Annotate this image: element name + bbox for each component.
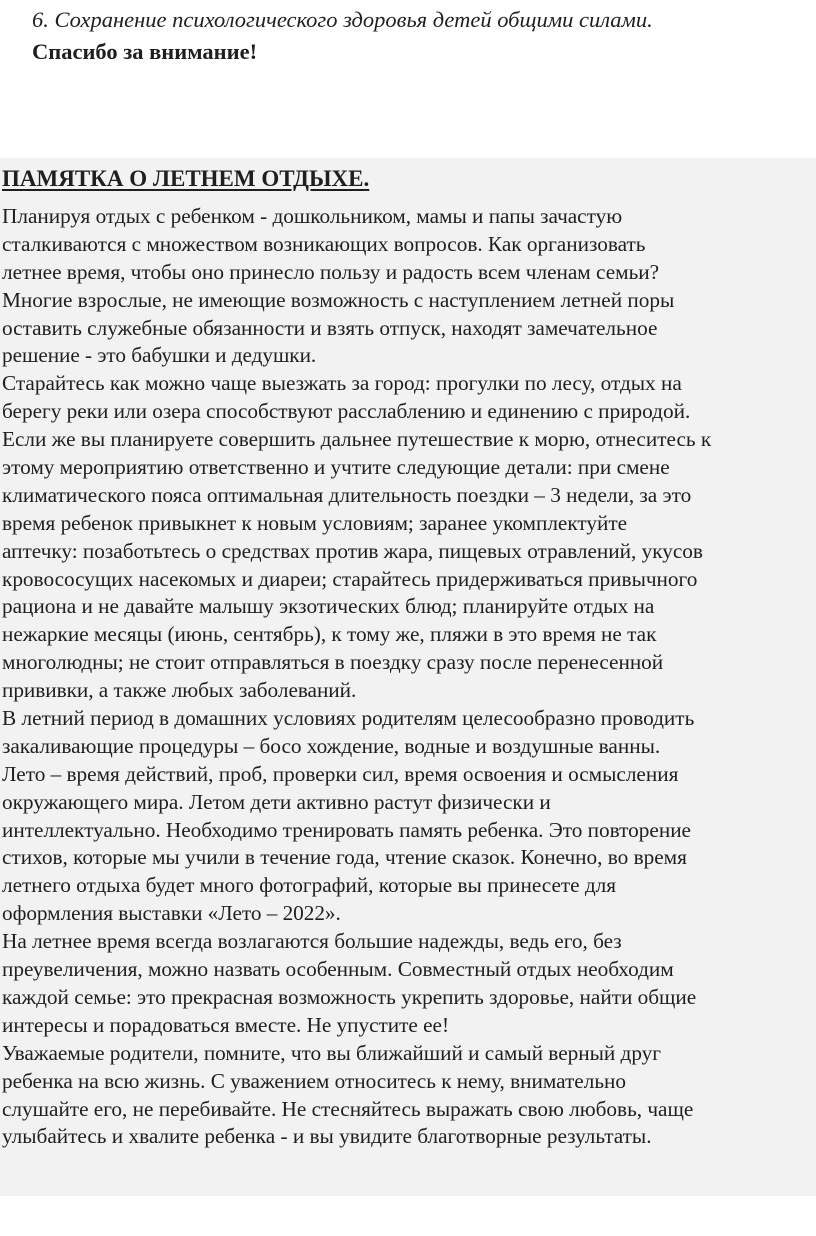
memo-line: окружающего мира. Летом дети активно растут физически и	[2, 789, 551, 814]
memo-line: ребенка на всю жизнь. С уважением относитесь к нему, внимательно	[2, 1068, 626, 1093]
memo-line: На летнее время всегда возлагаются большие надежды, ведь его, без	[2, 929, 622, 954]
memo-title: ПАМЯТКА О ЛЕТНЕМ ОТДЫХЕ.	[2, 166, 370, 191]
memo-line: Планируя отдых с ребенком - дошкольником, мамы и папы зачастую	[2, 204, 623, 228]
memo-line: климатического пояса оптимальная длительность поездки – 3 недели, за это	[2, 482, 692, 507]
memo-line: нежаркие месяцы (июнь, сентябрь), к тому же, пляжи в это время не так	[2, 622, 657, 647]
memo-line: многолюдны; не стоит отправляться в поездку сразу после перенесенной	[2, 650, 664, 675]
memo-line: Уважаемые родители, помните, что вы ближайший и самый верный друг	[2, 1040, 662, 1065]
memo-line: оставить служебные обязанности и взять отпуск, находят замечательное	[2, 315, 658, 340]
memo-body	[2, 203, 816, 1151]
memo-line: этому мероприятию ответственно и учтите следующие детали: при смене	[2, 455, 670, 480]
memo-line: летнего отдыха будет много фотографий, которые вы принесете для	[2, 873, 617, 898]
memo-line: Если же вы планируете совершить дальнее путешествие к морю, отнеситесь к	[2, 427, 712, 452]
memo-line: улыбайтесь и хвалите ребенка - и вы увидите благотворные результаты.	[2, 1124, 652, 1149]
memo-line: летнее время, чтобы оно принесло пользу и радость всем членам семьи?	[2, 259, 660, 284]
memo-line: Многие взрослые, не имеющие возможность с наступлением летней поры	[2, 287, 675, 312]
memo-line: интеллектуально. Необходимо тренировать память ребенка. Это повторение	[2, 817, 691, 842]
memo-line: закаливающие процедуры – босо хождение, водные и воздушные ванны.	[2, 733, 661, 758]
memo-section	[0, 158, 816, 1196]
memo-line: прививки, а также любых заболеваний.	[2, 678, 357, 703]
memo-line: Старайтесь как можно чаще выезжать за город: прогулки по лесу, отдых на	[2, 371, 682, 396]
memo-line: Лето – время действий, проб, проверки сил, время освоения и осмысления	[2, 761, 679, 786]
thanks-text: Спасибо за внимание!	[32, 39, 258, 64]
memo-line: аптечку: позаботьтесь о средствах против жара, пищевых отравлений, укусов	[2, 538, 703, 563]
memo-line: стихов, которые мы учили в течение года, чтение сказок. Конечно, во время	[2, 845, 687, 870]
memo-line: В летний период в домашних условиях родителям целесообразно проводить	[2, 706, 695, 731]
memo-line: кровососущих насекомых и диареи; старайтесь придерживаться привычного	[2, 566, 698, 591]
memo-line: рациона и не давайте малышу экзотических блюд; планируйте отдых на	[2, 594, 655, 619]
list-item-6: 6. Сохранение психологического здоровья детей общими силами.	[32, 7, 653, 32]
memo-line: каждой семье: это прекрасная возможность укрепить здоровье, найти общие	[2, 984, 697, 1009]
memo-line: слушайте его, не перебивайте. Не стесняйтесь выражать свою любовь, чаще	[2, 1096, 694, 1121]
memo-line: время ребенок привыкнет к новым условиям; заранее укомплектуйте	[2, 510, 628, 535]
memo-line: решение - это бабушки и дедушки.	[2, 343, 317, 368]
memo-line: сталкиваются с множеством возникающих вопросов. Как организовать	[2, 231, 646, 256]
memo-line: преувеличения, можно назвать особенным. Совместный отдых необходим	[2, 957, 674, 982]
memo-line: интересы и порадоваться вместе. Не упустите ее!	[2, 1012, 449, 1037]
memo-line: берегу реки или озера способствуют расслаблению и единению с природой.	[2, 399, 691, 424]
memo-line: оформления выставки «Лето – 2022».	[2, 901, 341, 926]
